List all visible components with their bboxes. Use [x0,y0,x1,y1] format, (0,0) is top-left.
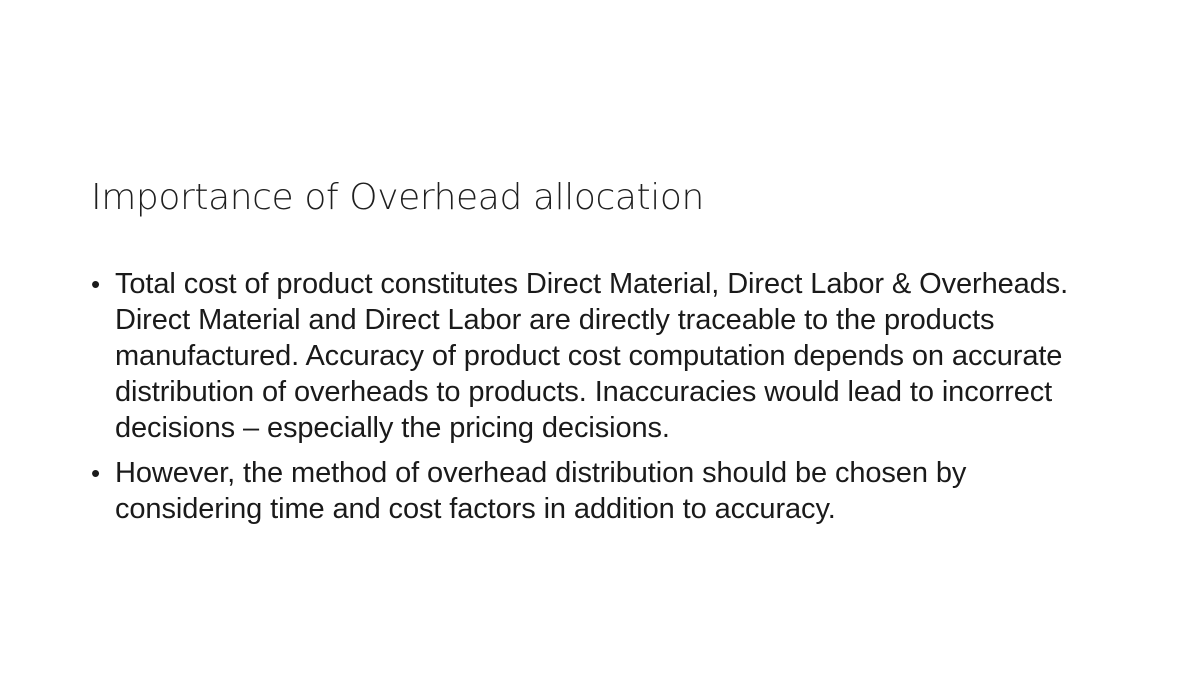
bullet-text: However, the method of overhead distribution should be chosen by considering time and cost factors in addition to accuracy. [115,457,967,525]
bullet-text: Total cost of product constitutes Direct Material, Direct Labor & Overheads. Direct Material and Direct Labor are directly traceable to the products manufactured. Accuracy of product cost computation depends on accurate distribution of overheads to products. Inaccuracies would lead to incorrect decisions – especially the pricing decisions. [115,268,1069,444]
bullet-point-icon: • [91,269,101,299]
slide-title: Importance of Overhead allocation [91,177,704,218]
bullet-list [91,266,1111,536]
bullet-point-icon: • [91,458,101,488]
bullet-item [91,266,1111,446]
bullet-item [91,455,1111,527]
